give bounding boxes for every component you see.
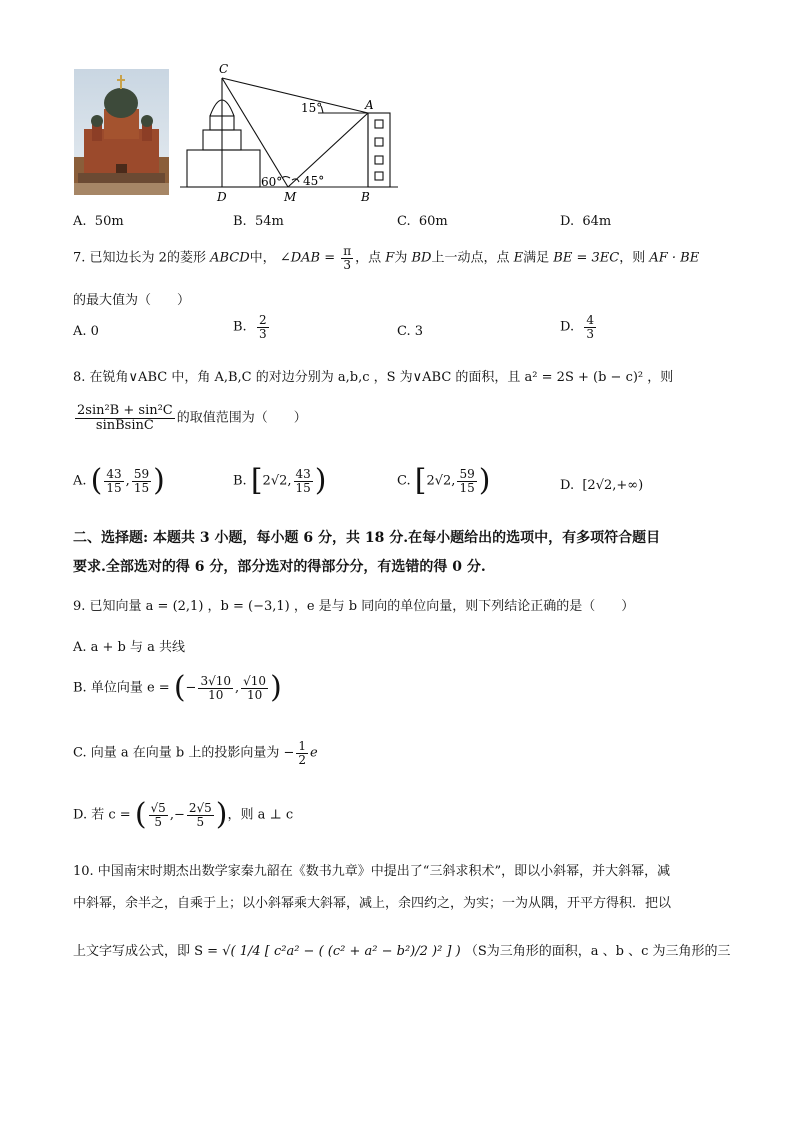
q10-line1: 10. 中国南宋时期杰出数学家秦九韶在《数书九章》中提出了“三斜求积术”，即以小斜幂，并大斜幂，减 [73,864,671,879]
q8-line1: 8. 在锐角∨ABC 中，角 A,B,C 的对边分别为 a,b,c ，S 为∨ABC 的面积，且 a² = 2S + (b − c)² ，则 [73,370,674,385]
q8-option-c: C. [2√2, $\frac{59}{15}$ ) [397,463,491,498]
q8-line2: $\frac{\text{2sin²B + sin²C}}{\text{sinBsinC}}$ 的取值范围为（ ） [77,403,307,433]
q10-formula: √( 1/4 [ c²a² − ( (c² + a² − b²)/2 )² ] ) [222,944,461,959]
label-B: B [361,190,370,204]
section2-heading-line1: 二、选择题: 本题共 3 小题，每小题 6 分，共 18 分.在每小题给出的选项中，有多项符合题目 [73,530,661,546]
label-M: M [284,190,297,204]
q9-option-b: B. 单位向量 e = (− $\frac{3√10}{10}$ , $\frac{√10}{10}$ ) [73,670,282,705]
label-D: D [217,190,227,204]
angle-15: 15° [301,101,323,115]
q10-line3: 上文字写成公式，即 S = √( 1/4 [ c²a² − ( (c² + a² − b²)/2 )² ] ) （S为三角形的面积，a 、b 、c 为三角形的三 [73,944,731,959]
q7-option-a: A. 0 [73,324,99,339]
geometry-figure [180,60,405,205]
angle-45: 45° [303,174,325,188]
section2-heading-line2: 要求.全部选对的得 6 分，部分选对的得部分分，有选错的得 0 分. [73,559,486,575]
q9-option-a: A. a + b 与 a 共线 [73,640,186,655]
q7-option-d: D. $\frac{4}{3}$ [560,313,594,341]
q6-option-b: B. 54m [233,214,284,229]
q9-option-d: D. 若 c = ( $\frac{√5}{5}$ ,− $\frac{2√5}{5}$ )，则 a ⊥ c [73,797,294,832]
q7-option-c: C. 3 [397,324,424,339]
q7-line2: 的最大值为（ ） [73,293,191,308]
church-photo [74,69,169,195]
q8-option-b: B. [2√2, $\frac{43}{15}$ ) [233,463,327,498]
q10-line2: 中斜幂，余半之，自乘于上；以小斜幂乘大斜幂，减上，余四约之，为实；一为从隅，开平方得积．把以 [73,896,672,911]
q9-option-c: C. 向量 a 在向量 b 上的投影向量为 − $\frac{1}{2}$ e [73,739,318,767]
q8-option-a: A. ( $\frac{43}{15}$ , $\frac{59}{15}$ ) [73,463,165,498]
q9-stem: 9. 已知向量 a = (2,1) ，b = (−3,1) ，e 是与 b 同向的单位向量，则下列结论正确的是（ ） [73,599,635,614]
q7-stem: 7. 已知边长为 2的菱形 ABCD中， ∠DAB = $\frac{\pi}{3}$ ，点 F为 BD上一动点，点 E满足 BE = 3EC，则 AF · BE [73,244,700,272]
label-A: A [365,98,374,112]
label-C: C [219,62,229,76]
q6-option-c: C. 60m [397,214,448,229]
q6-option-a: A. 50m [73,214,124,229]
q8-option-d: D. [2√2,+∞) [560,478,644,493]
q7-option-b: B. $\frac{2}{3}$ [233,313,267,341]
angle-60: 60° [261,175,283,189]
q6-option-d: D. 64m [560,214,612,229]
